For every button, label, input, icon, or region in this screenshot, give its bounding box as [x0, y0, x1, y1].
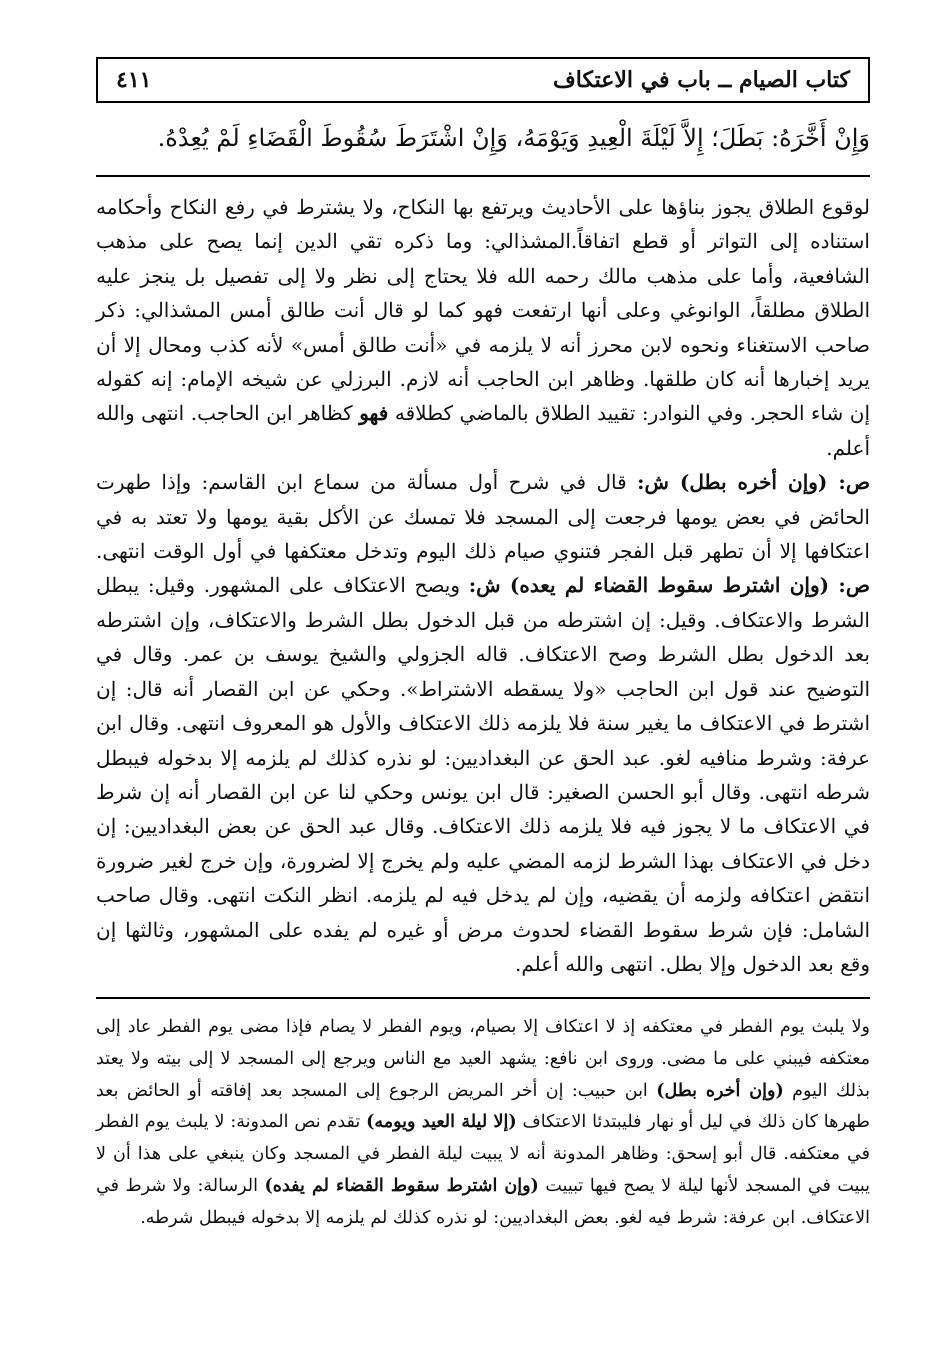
main-text-4: ويصح الاعتكاف على المشهور. وقيل: يبطل الشرط والاعتكاف. وقيل: إن اشترطه من قبل الدخول بطل الشرط والاعتكاف، وإن اشترطه بعد الدخول بطل الشرط وصح الاعتكاف. قاله الجزولي والشيخ يوسف بن عمر. وقال في التوضيح عند قول ابن الحاجب «ولا يسقطه الاشتراط». وحكي عن ابن القصار أنه قال: إن اشترط في الاعتكاف ما يغير سنة فلا يلزمه ذلك الاعتكاف والأول هو المعروف انتهى. وقال ابن عرفة: وشرط منافيه لغو. عبد الحق عن البغداديين: لو نذره كذلك لم يلزمه إلا بدخوله فيبطل شرطه انتهى. وقال أبو الحسن الصغير: قال ابن يونس وحكي لنا عن ابن القصار أنه إن شرط في الاعتكاف ما لا يجوز فيه فلا يلزمه ذلك الاعتكاف. وقال عبد الحق عن بعض البغداديين: إن دخل في الاعتكاف بهذا الشرط لزمه المضي عليه ولم يخرج إلا لضرورة، وإن خرج لغير ضرورة انتقض اعتكافه ولزمه أن يقضيه، وإن لم يدخل فيه لم يلزمه. انظر النكت انتهى. وقال صاحب الشامل: فإن شرط سقوط القضاء لحدوث مرض أو غيره لم يفده على المشهور، وثالثها إن وقع بعد الدخول وإلا بطل. انتهى والله أعلم. — [96, 573, 871, 976]
foot-bold-1: (وإن أخره بطل) — [656, 1080, 784, 1101]
foot-bold-3: (وإن اشترط سقوط القضاء لم يفده) — [264, 1175, 539, 1196]
main-commentary — [96, 190, 870, 981]
foot-text-2: ابن حبيب: إن أخر المريض الرجوع إلى المسجد بعد إفاقته أو الحائض بعد طهرها كان ذلك في ليل أو نهار فليبتدئا الاعتكاف — [96, 1080, 870, 1133]
main-text-3: قال في شرح أول مسألة من سماع ابن القاسم: وإذا طهرت الحائض في بعض يومها فرجعت إلى المسجد فلا تمسك عن الأكل بقية يومها ولا تعتد به في اعتكافها إلا أن تطهر قبل الفجر فتنوي صيام ذلك اليوم وتدخل معتكفها في أول الوقت انتهى. — [96, 470, 870, 564]
footnote-commentary — [96, 1012, 870, 1235]
page-number: ٤١١ — [116, 67, 152, 93]
main-text-1: لوقوع الطلاق يجوز بناؤها على الأحاديث ويرتفع بها النكاح، ولا يشترط في رفع النكاح وأحكامه استناده إلى التواتر أو قطع اتفاقاً.المشذالي: وما ذكره تقي الدين إنما يصح على مذهب الشافعية، وأما على مذهب مالك رحمه الله فلا يحتاج إلى نظر ولا إلى تفصيل بل ينجز عليه الطلاق مطلقاً، الوانوغي وعلى أنها ارتفعت فهو كما لو قال أنت طالق أمس المشذالي: ذكر صاحب الاستغناء ونحوه لابن محرز أنه لا يلزمه في «أنت طالق أمس» لأنه كذب ومحال إلا أن يريد إخبارها أنه كان طلقها. وظاهر ابن الحاجب أنه لازم. البرزلي عن شيخه الإمام: إنه كقوله إن شاء الحجر. وفي النوادر: تقييد الطلاق بالماضي كطلاقه — [96, 195, 871, 426]
running-header — [96, 57, 870, 103]
section-heading-2: ص: (وإن اشترط سقوط القضاء لم يعده) ش: — [468, 573, 870, 598]
foot-text-4: الرسالة: ولا شرط في الاعتكاف. ابن عرفة: شرط فيه لغو. بعض البغداديين: لو نذره كذلك لم يلزمه إلا بدخوله فيبطل شرطه. — [96, 1175, 870, 1228]
foot-text-3: تقدم نص المدونة: لا يلبث يوم الفطر في معتكفه. قال أبو إسحق: وظاهر المدونة أنه لا يبيت ليلة الفطر في المسجد وكان ينبغي على هذا أن لا يبيت في المسجد لأنها ليلة لا يصح فيها تبييت — [96, 1112, 871, 1196]
header-title: كتاب الصيام ــ باب في الاعتكاف — [552, 67, 850, 93]
foot-bold-2: (إلا ليلة العيد ويومه) — [366, 1112, 517, 1133]
main-bold-1: فهو — [359, 401, 389, 426]
main-text-2: كظاهر ابن الحاجب. انتهى والله أعلم. — [96, 401, 870, 460]
matn-verse: وَإِنْ أَخَّرَهُ: بَطَلَ؛ إِلاَّ لَيْلَةَ الْعِيدِ وَيَوْمَهُ، وَإِنْ اشْتَرَطَ سُقُوطَ الْقَضَاءِ لَمْ يُعِدْهُ. — [157, 124, 870, 152]
footnote-divider — [96, 997, 870, 999]
section-heading-1: ص: (وإن أخره بطل) ش: — [637, 470, 870, 495]
foot-text-1: ولا يلبث يوم الفطر في معتكفه إذ لا اعتكاف إلا بصيام، ويوم الفطر لا يصام فإذا مضى يوم الفطر عاد إلى معتكفه فيبني على ما مضى. وروى ابن نافع: يشهد العيد مع الناس ويرجع إلى المسجد لا إلى بيته ولا يعتد بذلك اليوم — [96, 1017, 870, 1101]
top-divider — [96, 175, 870, 177]
